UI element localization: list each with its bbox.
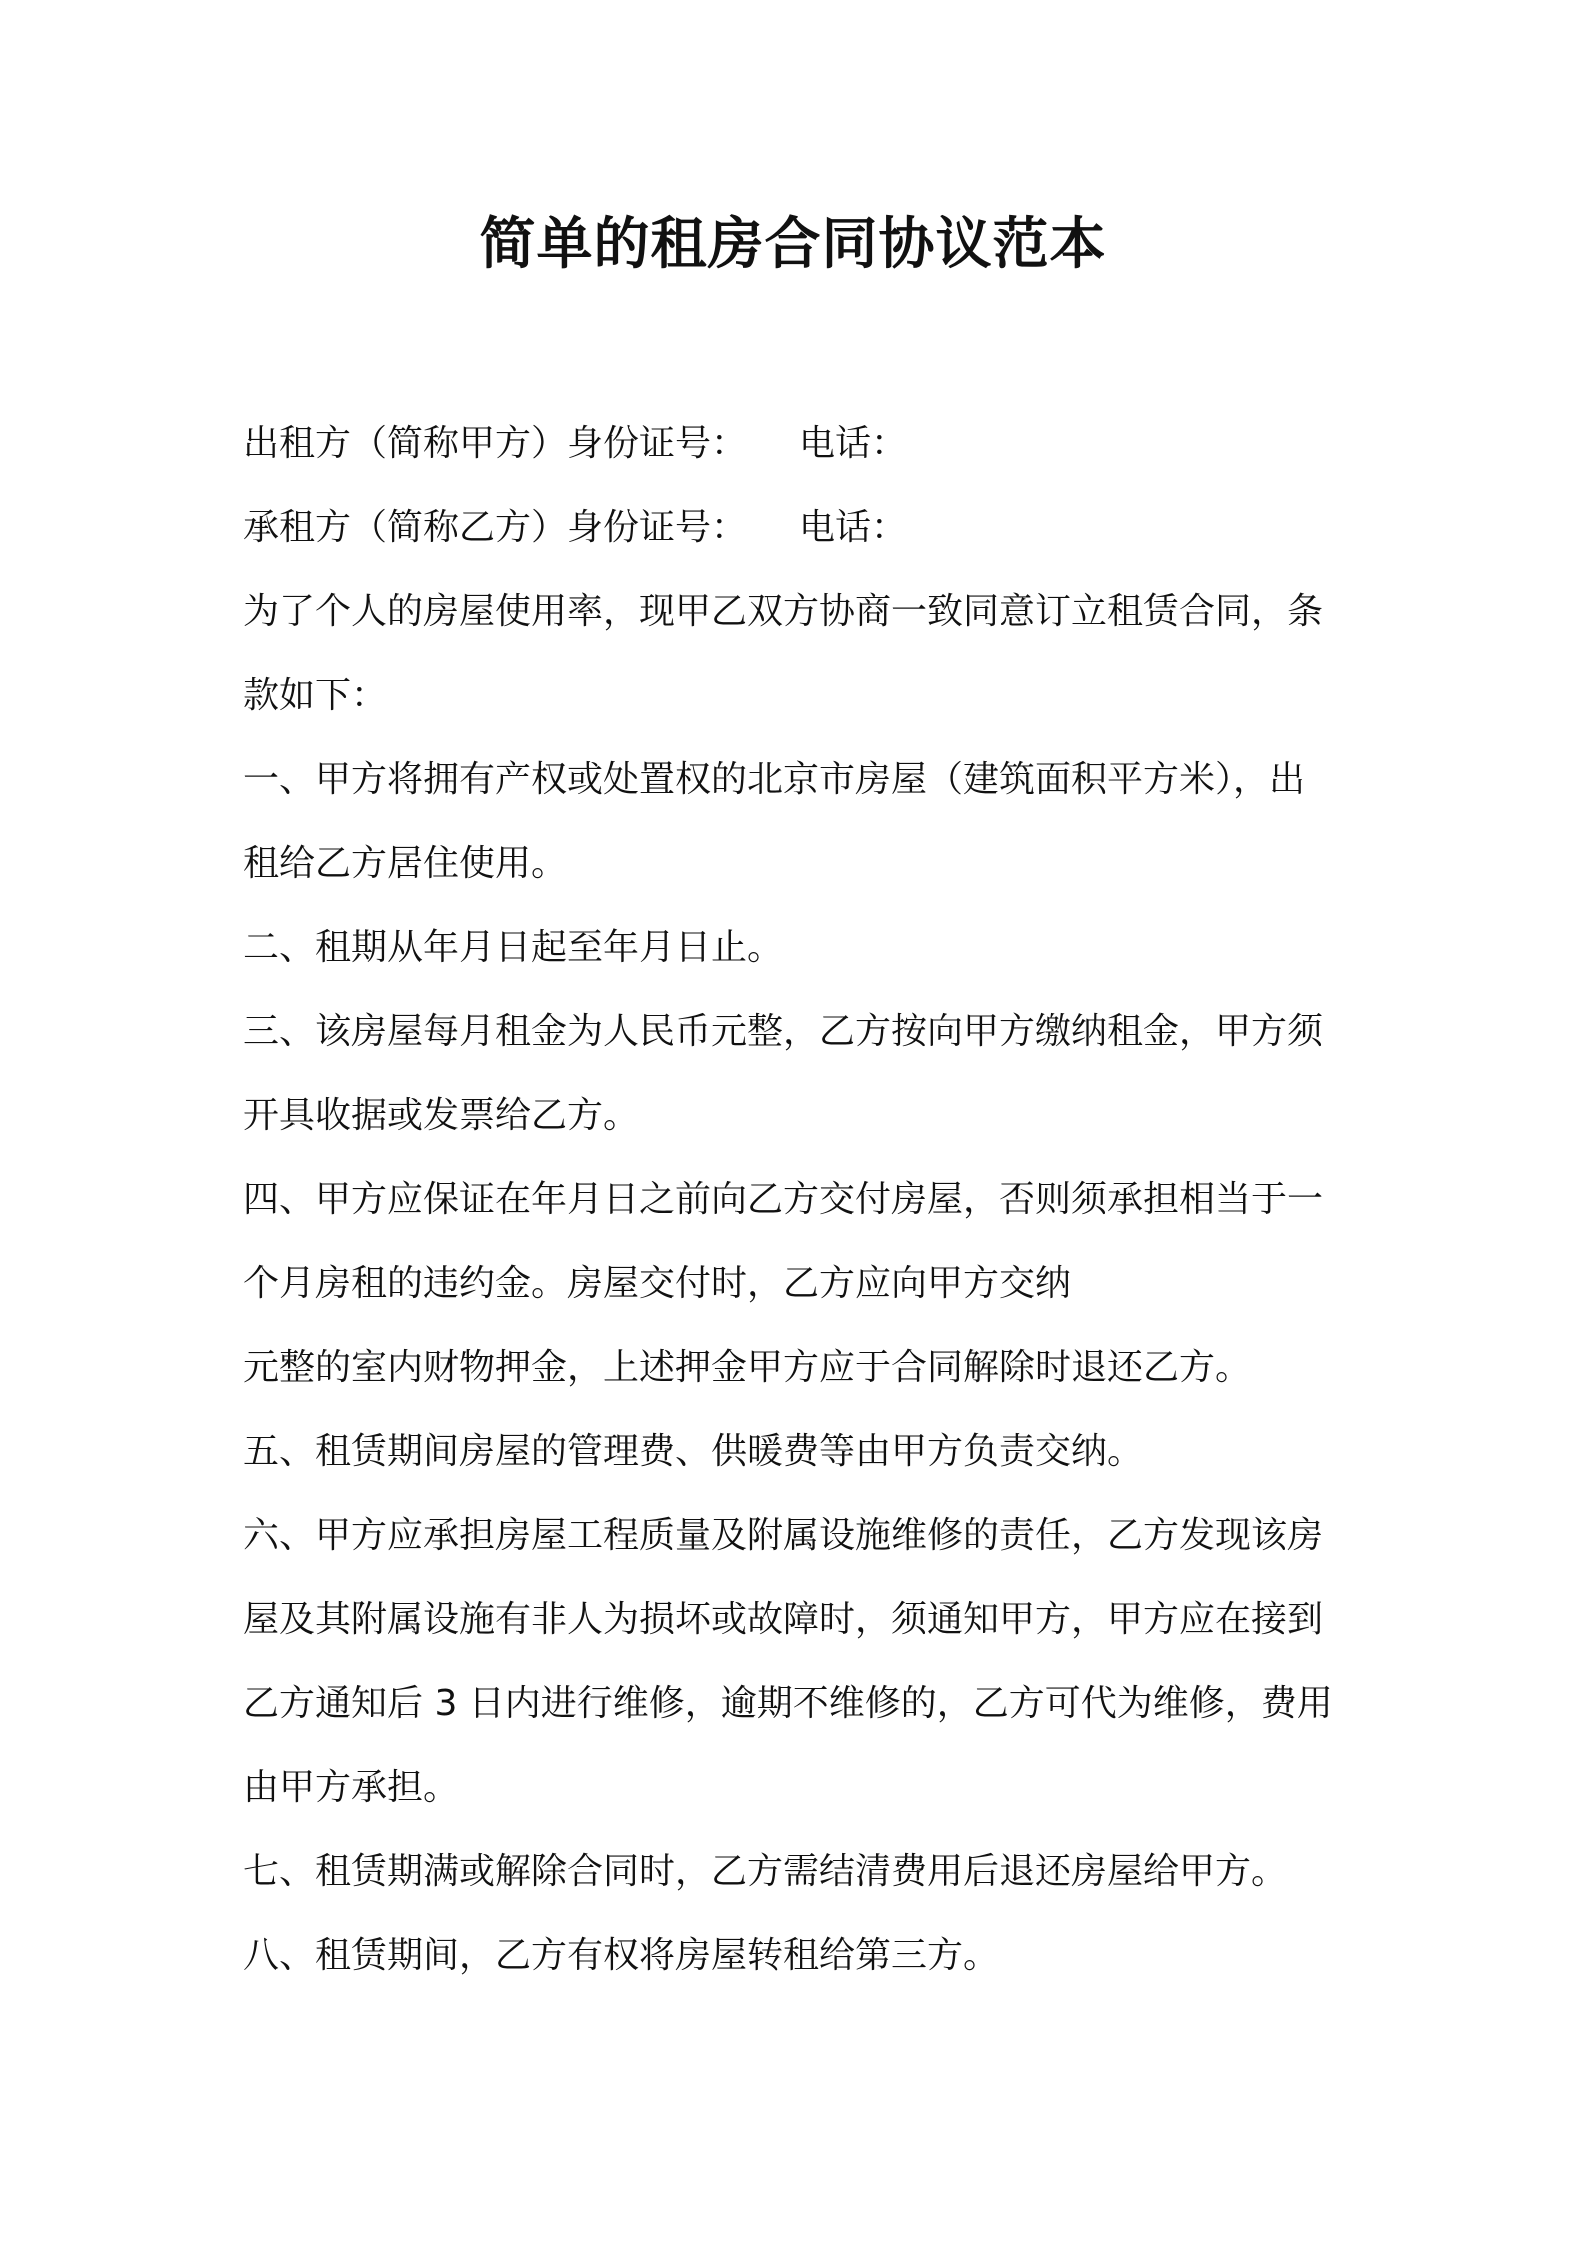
clause-line: 八、租赁期间，乙方有权将房屋转租给第三方。 [243,1935,1000,1976]
clause-line: 乙方通知后 3 日内进行维修，逾期不维修的，乙方可代为维修，费用 [243,1683,1333,1724]
clause-line: 七、租赁期满或解除合同时，乙方需结清费用后退还房屋给甲方。 [243,1851,1288,1892]
lessee-line [243,486,1353,570]
clause-line: 元整的室内财物押金，上述押金甲方应于合同解除时退还乙方。 [243,1347,1252,1388]
clause-3 [243,990,1353,1158]
clause-line: 五、租赁期间房屋的管理费、供暖费等由甲方负责交纳。 [243,1431,1144,1472]
lessee-id-label: 承租方（简称乙方）身份证号： [243,507,748,548]
lessor-phone-label: 电话： [799,423,908,464]
intro-line: 为了个人的房屋使用率，现甲乙双方协商一致同意订立租赁合同，条 [243,591,1324,632]
clause-line: 三、该房屋每月租金为人民币元整，乙方按向甲方缴纳租金，甲方须 [243,1011,1324,1052]
clause-6 [243,1494,1353,1830]
clause-5 [243,1410,1353,1494]
lessor-id-label: 出租方（简称甲方）身份证号： [243,423,748,464]
intro-line: 款如下： [243,675,388,716]
clause-line: 屋及其附属设施有非人为损坏或故障时，须通知甲方，甲方应在接到 [243,1599,1324,1640]
clause-line: 个月房租的违约金。房屋交付时，乙方应向甲方交纳 [243,1263,1072,1304]
document-title: 简单的租房合同协议范本 [479,212,1107,277]
clause-line: 由甲方承担。 [243,1767,460,1808]
clause-1 [243,738,1353,906]
clause-4 [243,1158,1353,1410]
document-body [243,402,1353,1998]
lessor-line [243,402,1353,486]
intro-paragraph [243,570,1353,738]
clause-line: 二、租期从年月日起至年月日止。 [243,927,784,968]
clause-line: 一、甲方将拥有产权或处置权的北京市房屋（建筑面积平方米），出 [243,759,1306,800]
clause-7 [243,1830,1353,1914]
clause-8 [243,1914,1353,1998]
clause-line: 六、甲方应承担房屋工程质量及附属设施维修的责任，乙方发现该房 [243,1515,1324,1556]
clause-line: 开具收据或发票给乙方。 [243,1095,640,1136]
clause-line: 四、甲方应保证在年月日之前向乙方交付房屋，否则须承担相当于一 [243,1179,1324,1220]
lessee-phone-label: 电话： [799,507,908,548]
clause-line: 租给乙方居住使用。 [243,843,568,884]
clause-2 [243,906,1353,990]
